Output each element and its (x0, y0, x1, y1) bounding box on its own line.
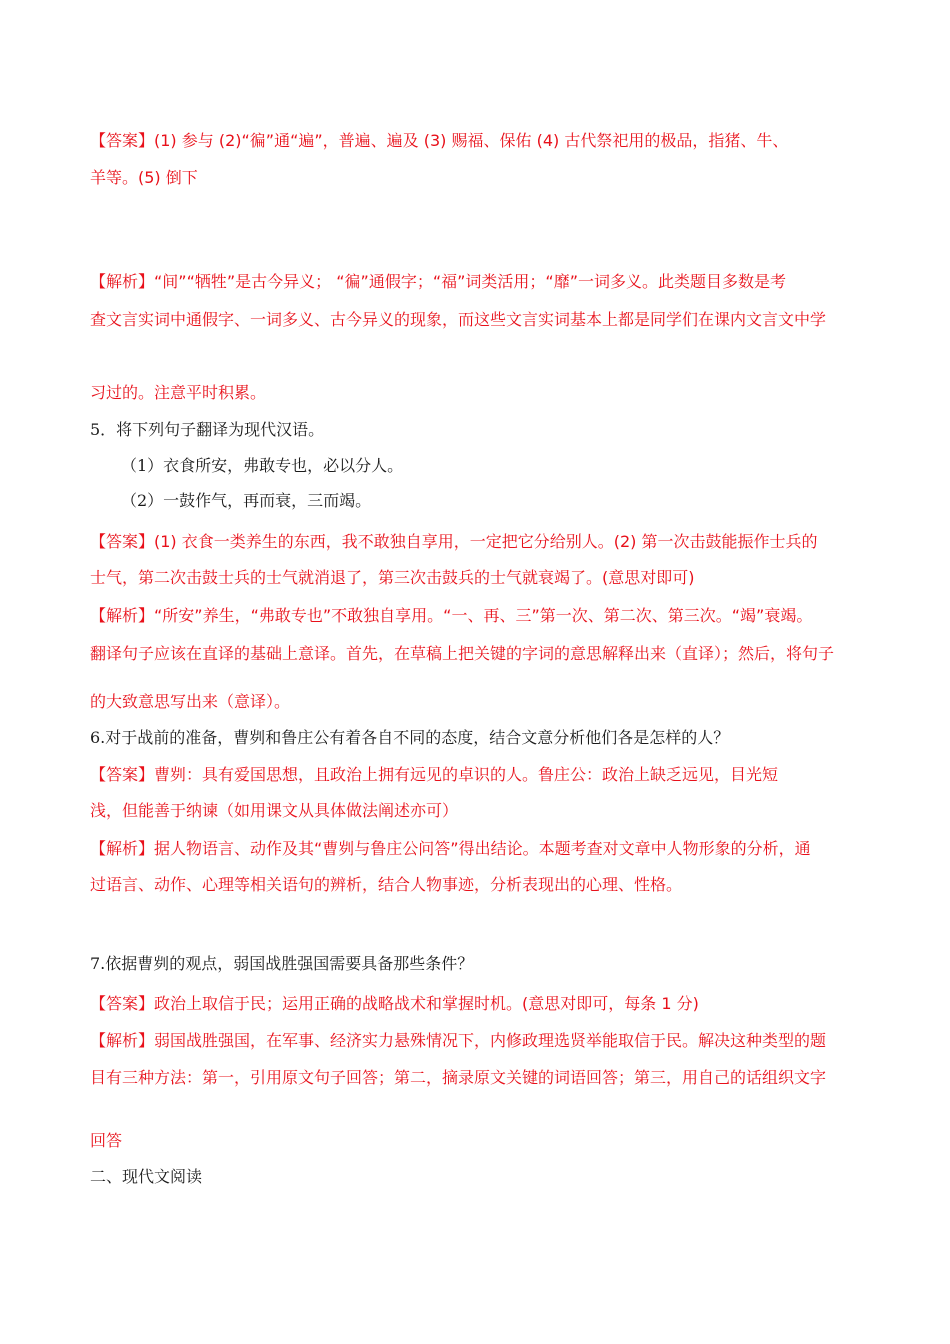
q7-question: 7.依据曹刿的观点，弱国战胜强国需要具备那些条件？ (90, 954, 474, 973)
q4-answer-line-2: 羊等。(5) 倒下 (90, 168, 198, 187)
q7-analysis-line-3: 回答 (90, 1131, 123, 1150)
q4-analysis-line-3: 习过的。注意平时积累。 (90, 383, 267, 402)
q5-answer-line-1: 【答案】(1) 衣食一类养生的东西，我不敢独自享用，一定把它分给别人。(2) 第一次击鼓能振作士兵的 (90, 532, 818, 551)
q6-answer-line-2: 浅，但能善于纳谏（如用课文从具体做法阐述亦可） (90, 801, 459, 820)
section-2-heading: 二、现代文阅读 (90, 1167, 203, 1186)
q6-analysis-line-2: 过语言、动作、心理等相关语句的辨析，结合人物事迹，分析表现出的心理、性格。 (90, 875, 683, 894)
q5-analysis-line-1: 【解析】“所安”养生，“弗敢专也”不敢独自享用。“一、再、三”第一次、第二次、第三次。“竭”衰竭。 (90, 606, 813, 625)
q5-analysis-line-2: 翻译句子应该在直译的基础上意译。首先，在草稿上把关键的字词的意思解释出来（直译）；然后，将句子 (90, 644, 835, 663)
q7-analysis-line-2: 目有三种方法：第一，引用原文句子回答；第二，摘录原文关键的词语回答；第三，用自己的话组织文字 (90, 1068, 827, 1087)
q6-answer-line-1: 【答案】曹刿：具有爱国思想，且政治上拥有远见的卓识的人。鲁庄公：政治上缺乏远见，目光短 (90, 765, 779, 784)
q4-analysis-line-1: 【解析】“间”“牺牲”是古今异义； “徧”通假字；“福”词类活用；“靡”一词多义。此类题目多数是考 (90, 272, 786, 291)
q7-analysis-line-1: 【解析】弱国战胜强国，在军事、经济实力悬殊情况下，内修政理选贤举能取信于民。解决这种类型的题 (90, 1031, 827, 1050)
q5-question: 5．将下列句子翻译为现代汉语。 (90, 420, 325, 439)
q4-analysis-line-2: 查文言实词中通假字、一词多义、古今异义的现象，而这些文言实词基本上都是同学们在课内文言文中学 (90, 310, 827, 329)
q6-analysis-line-1: 【解析】据人物语言、动作及其“曹刿与鲁庄公问答”得出结论。本题考查对文章中人物形象的分析，通 (90, 839, 811, 858)
q7-answer-line-1: 【答案】政治上取信于民；运用正确的战略战术和掌握时机。(意思对即可，每条 1 分) (90, 994, 699, 1013)
q4-answer-line-1: 【答案】(1) 参与 (2)“徧”通“遍”，普遍、遍及 (3) 赐福、保佑 (4) 古代祭祀用的极品，指猪、牛、 (90, 131, 789, 150)
q5-sub-1: （1）衣食所安，弗敢专也，必以分人。 (121, 456, 404, 475)
q5-analysis-line-3: 的大致意思写出来（意译）。 (90, 692, 291, 711)
q5-sub-2: （2）一鼓作气，再而衰，三而竭。 (121, 491, 372, 510)
q5-answer-line-2: 士气，第二次击鼓士兵的士气就消退了，第三次击鼓兵的士气就衰竭了。(意思对即可) (90, 568, 695, 587)
q6-question: 6.对于战前的准备，曹刿和鲁庄公有着各自不同的态度，结合文意分析他们各是怎样的人？ (90, 728, 730, 747)
